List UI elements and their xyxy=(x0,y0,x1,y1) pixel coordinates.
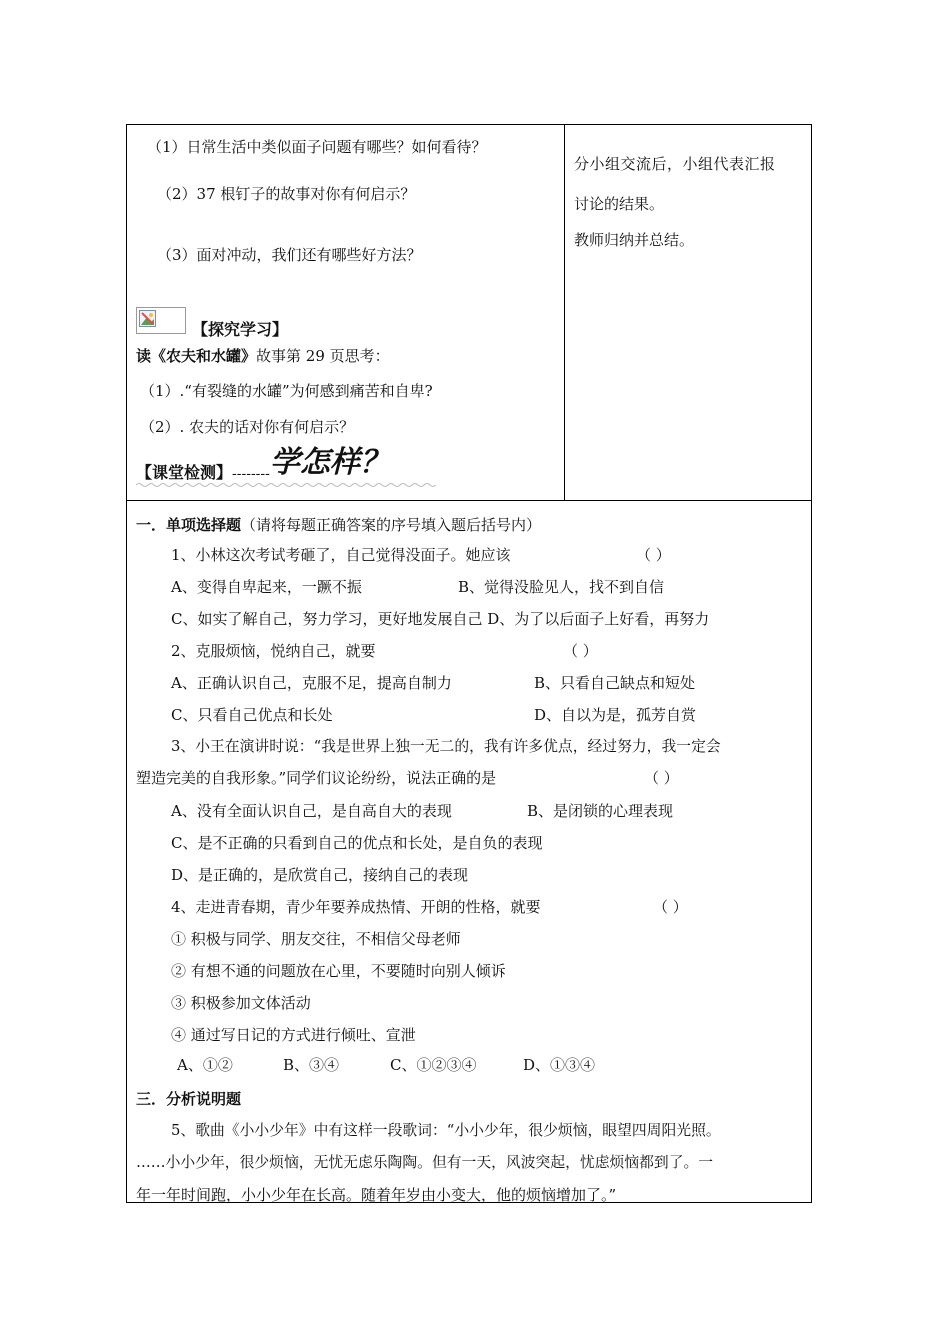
q3-option-d: D、是正确的，是欣赏自己，接纳自己的表现 xyxy=(171,866,469,884)
q4-stem: 4、走进青春期，青少年要养成热情、开朗的性格，就要 xyxy=(171,898,541,916)
q4-item-1: ① 积极与同学、朋友交往，不相信父母老师 xyxy=(171,930,461,948)
activity-line-3: 教师归纳并总结。 xyxy=(574,231,695,249)
learn-how-slogan: 学怎样？ xyxy=(269,445,390,480)
q2-stem: 2、克服烦恼，悦纳自己，就要 xyxy=(171,642,376,660)
question-nails-story: （2）37 根钉子的故事对你有何启示？ xyxy=(157,185,416,203)
reading-instruction xyxy=(136,346,390,366)
section-3-heading: 三．分析说明题 xyxy=(136,1090,242,1108)
activity-line-1: 分小组交流后，小组代表汇报 xyxy=(574,155,776,173)
q4-answer-paren: （ ） xyxy=(653,898,688,916)
q1-option-cd: C、如实了解自己，努力学习，更好地发展自己 D、为了以后面子上好看，再努力 xyxy=(171,610,710,628)
q1-answer-paren: （ ） xyxy=(636,546,671,564)
q3-option-b: B、是闭锁的心理表现 xyxy=(527,802,674,820)
question-impulse-methods: （3）面对冲动，我们还有哪些好方法？ xyxy=(157,246,422,264)
q4-option-d: D、①③④ xyxy=(523,1056,596,1074)
q2-option-a: A、正确认识自己，克服不足，提高自制力 xyxy=(171,674,452,692)
reading-page-hint: 故事第 29 页思考： xyxy=(256,347,390,365)
section-1-note: （请将每题正确答案的序号填入题后括号内） xyxy=(241,516,542,534)
reading-book-title: 读《农夫和水罐》 xyxy=(136,347,257,365)
q4-item-4: ④ 通过写日记的方式进行倾吐、宣泄 xyxy=(171,1026,416,1044)
explore-question-1: （1）.“有裂缝的水罐”为何感到痛苦和自卑? xyxy=(140,382,433,400)
q3-option-a: A、没有全面认识自己，是自高自大的表现 xyxy=(171,802,452,820)
q2-option-c: C、只看自己优点和长处 xyxy=(171,706,333,724)
question-face-issues: （1）日常生活中类似面子问题有哪些？如何看待？ xyxy=(147,138,487,156)
q4-item-2: ② 有想不通的问题放在心里，不要随时向别人倾诉 xyxy=(171,962,506,980)
q4-option-b: B、③④ xyxy=(283,1056,340,1074)
section-multiple-choice xyxy=(136,515,541,535)
explore-learning-title: 【探究学习】 xyxy=(192,320,289,339)
activity-line-2: 讨论的结果。 xyxy=(574,195,665,213)
explore-question-2: （2）. 农夫的话对你有何启示？ xyxy=(140,418,355,436)
q5-line-1: 5、歌曲《小小少年》中有这样一段歌词：“小小少年，很少烦恼，眼望四周阳光照。 xyxy=(171,1122,721,1139)
broken-image-icon xyxy=(136,307,186,334)
q2-answer-paren: （ ） xyxy=(563,642,598,660)
q5-line-3: 年一年时间跑，小小少年在长高。随着年岁由小变大，他的烦恼增加了。” xyxy=(136,1186,617,1204)
q1-stem: 1、小林这次考试考砸了，自己觉得没面子。她应该 xyxy=(171,546,511,564)
q3-stem-line-1: 3、小王在演讲时说：“我是世界上独一无二的，我有许多优点，经过努力，我一定会 xyxy=(171,738,721,755)
q1-option-b: B、觉得没脸见人，找不到自信 xyxy=(458,578,665,596)
class-check-dashes: -------- xyxy=(232,466,270,482)
q3-stem-line-2: 塑造完美的自我形象。”同学们议论纷纷，说法正确的是 xyxy=(136,769,497,787)
class-check-title: 【课堂检测】 xyxy=(136,463,233,482)
q1-option-a: A、变得自卑起来，一蹶不振 xyxy=(171,578,362,596)
q4-item-3: ③ 积极参加文体活动 xyxy=(171,994,311,1012)
spellcheck-underline xyxy=(136,482,436,488)
row-divider xyxy=(126,500,812,501)
q5-line-2: ……小小少年，很少烦恼，无忧无虑乐陶陶。但有一天，风波突起，忧虑烦恼都到了。一 xyxy=(136,1154,714,1171)
column-divider xyxy=(564,124,565,501)
q4-option-c: C、①②③④ xyxy=(390,1056,477,1074)
q3-option-c: C、是不正确的只看到自己的优点和长处，是自负的表现 xyxy=(171,834,543,852)
q2-option-d: D、自以为是，孤芳自赏 xyxy=(534,706,697,724)
q3-answer-paren: （ ） xyxy=(644,769,679,787)
q4-option-a: A、①② xyxy=(177,1056,233,1074)
q2-option-b: B、只看自己缺点和短处 xyxy=(534,674,696,692)
section-1-heading: 一．单项选择题 xyxy=(136,516,242,534)
